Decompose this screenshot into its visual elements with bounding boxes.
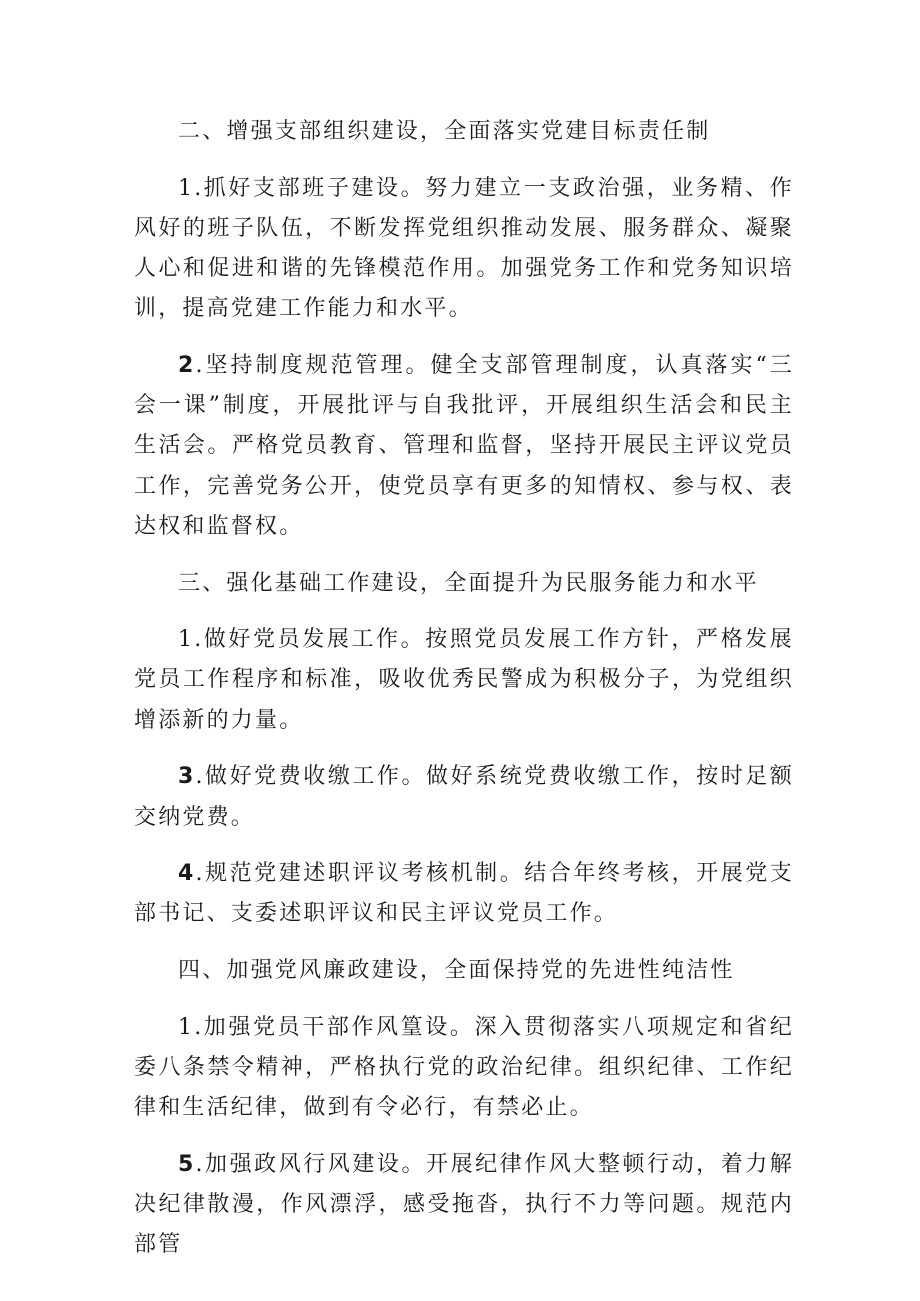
section-heading-3: [134, 564, 794, 604]
item-number: 4: [178, 861, 196, 887]
item-number: 1.: [178, 1014, 204, 1040]
paragraph-text: .规范党建述职评议考核机制。结合年终考核，开展党支部书记、支委述职评议和民主评议党员工作。: [134, 861, 794, 927]
paragraph-3-1: [134, 620, 794, 741]
paragraph-3-3: [134, 757, 794, 837]
paragraph-text: .坚持制度规范管理。健全支部管理制度，认真落实“三会一课”制度，开展批评与自我批评，开展组织生活会和民主生活会。严格党员教育、管理和监督，坚持开展民主评议党员工作，完善党务公开，使党员享有更多的知情权、参与权、表达权和监督权。: [134, 353, 794, 539]
item-number: 2: [178, 353, 196, 379]
paragraph-text: .加强政风行风建设。开展纪律作风大整顿行动，着力解决纪律散漫，作风漂浮，感受拖沓，执行不力等问题。规范内部管: [134, 1151, 794, 1258]
section-heading-2: [134, 112, 794, 152]
item-number: 1.: [178, 175, 204, 201]
item-number: 3: [178, 764, 196, 790]
paragraph-text: 做好党员发展工作。按照党员发展工作方针，严格发展党员工作程序和标准，吸收优秀民警成为积极分子，为党组织增添新的力量。: [134, 627, 794, 733]
paragraph-3-4: [134, 854, 794, 934]
section-heading-4: [134, 951, 794, 991]
paragraph-2-1: [134, 169, 794, 330]
paragraph-4-1: [134, 1008, 794, 1129]
heading-text: 三、强化基础工作建设，全面提升为民服务能力和水平: [178, 570, 759, 596]
paragraph-text: 加强党员干部作风篁设。深入贯彻落实八项规定和省纪委八条禁令精神，严格执行党的政治纪律。组织纪律、工作纪律和生活纪律，做到有令必行，有禁必止。: [134, 1014, 794, 1121]
paragraph-4-5: [134, 1145, 794, 1266]
heading-text: 二、增强支部组织建设，全面落实党建目标责任制: [178, 119, 711, 144]
paragraph-text: 抓好支部班子建设。努力建立一支政治强，业务精、作风好的班子队伍，不断发挥党组织推动发展、服务群众、凝聚人心和促进和谐的先锋模范作用。加强党务工作和党务知识培训，提高党建工作能力和水平。: [134, 175, 794, 322]
item-number: 5: [178, 1151, 196, 1177]
document-body: [134, 112, 794, 1282]
heading-text: 四、加强党风廉政建设，全面保持党的先进性纯洁性: [178, 958, 735, 984]
paragraph-2-2: [134, 346, 794, 547]
item-number: 1.: [178, 627, 204, 653]
paragraph-text: .做好党费收缴工作。做好系统党费收缴工作，按时足额交纳党费。: [134, 764, 794, 830]
